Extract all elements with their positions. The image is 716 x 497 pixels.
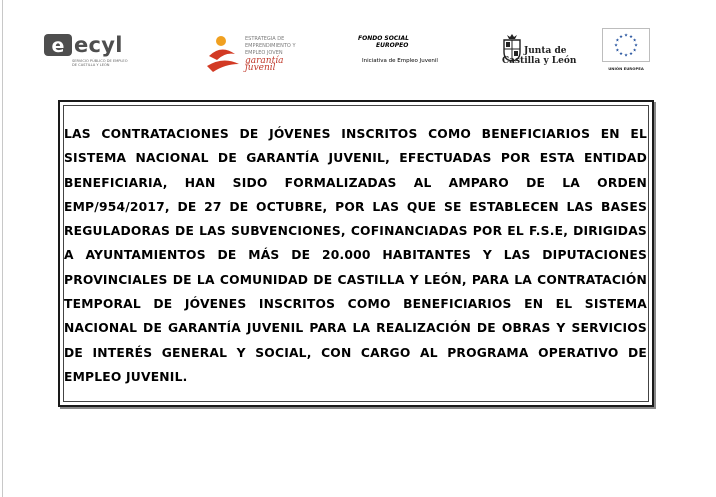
eu-star-icon: ★ xyxy=(618,52,624,58)
eu-label: UNIÓN EUROPEA xyxy=(608,66,644,71)
junta-line-1: Junta de xyxy=(524,46,567,56)
logo-header xyxy=(0,22,716,82)
fse-subtitle: Iniciativa de Empleo Juvenil xyxy=(362,58,438,64)
eu-star-icon: ★ xyxy=(623,33,629,39)
eu-star-icon: ★ xyxy=(615,38,620,44)
junta-line-2: Castilla y León xyxy=(502,56,577,66)
eu-stars-icon xyxy=(603,29,649,61)
eu-star-icon: ★ xyxy=(623,53,629,59)
eu-star-icon: ★ xyxy=(615,48,620,54)
eu-star-icon: ★ xyxy=(632,48,637,54)
garantia-juvenil-logo xyxy=(203,32,313,84)
eu-logo xyxy=(602,28,650,80)
eu-star-icon: ★ xyxy=(618,34,624,40)
eu-star-icon: ★ xyxy=(613,43,619,49)
notice-text: LAS CONTRATACIONES DE JÓVENES INSCRITOS COMO BENEFICIARIOS EN EL SISTEMA NACIONAL DE GARANTÍA JUVENIL, EFECTUADAS POR ESTA ENTIDAD BENEFICIARIA, HAN SIDO FORMALIZADAS AL AMPARO DE LA ORDEN EMP/954/2017, DE 27 DE OCTUBRE, POR LAS QUE SE ESTABLECEN LAS BASES REGULADORAS DE LAS SUBVENCIONES, COFINANCIADAS POR EL F.S.E, DIRIGIDAS A AYUNTAMIENTOS DE MÁS DE 20.000 HABITANTES Y LAS DIPUTACIONES PROVINCIALES DE LA COMUNIDAD DE CASTILLA Y LEÓN, PARA LA CONTRATACIÓN TEMPORAL DE JÓVENES INSCRITOS COMO BENEFICIARIOS EN EL SISTEMA NACIONAL DE GARANTÍA JUVENIL PARA LA REALIZACIÓN DE OBRAS Y SERVICIOS DE INTERÉS GENERAL Y SOCIAL, CON CARGO AL PROGRAMA OPERATIVO DE EMPLEO JUVENIL. xyxy=(64,127,647,384)
notice-box xyxy=(58,100,654,407)
estrategia-line-1: ESTRATEGIA DE xyxy=(245,36,285,42)
svg-text:e: e xyxy=(51,35,65,57)
estrategia-line-2: EMPRENDIMIENTO Y xyxy=(245,43,296,49)
estrategia-line-3: EMPLEO JOVEN xyxy=(245,50,283,56)
ecyl-wordmark: ecyl xyxy=(74,33,123,57)
ecyl-subtitle: SERVICIO PÚBLICO DE EMPLEO DE CASTILLA Y LEÓN xyxy=(72,59,128,68)
eu-star-icon: ★ xyxy=(628,34,634,40)
junta-castilla-leon-logo xyxy=(498,32,578,84)
eu-star-icon: ★ xyxy=(628,52,634,58)
garantia-juvenil-emblem-icon xyxy=(203,34,243,78)
fondo-social-europeo-label xyxy=(358,35,458,65)
eu-flag xyxy=(602,28,650,62)
ecyl-logo xyxy=(44,32,134,82)
garantia-juvenil-tagline: garantía juvenil xyxy=(245,56,284,73)
eu-star-icon: ★ xyxy=(633,43,639,49)
eu-star-icon: ★ xyxy=(632,38,637,44)
ecyl-e-icon xyxy=(44,32,74,62)
fse-title-line-2: EUROPEO xyxy=(376,42,409,49)
fse-title-line-1: FONDO SOCIAL xyxy=(358,35,409,42)
